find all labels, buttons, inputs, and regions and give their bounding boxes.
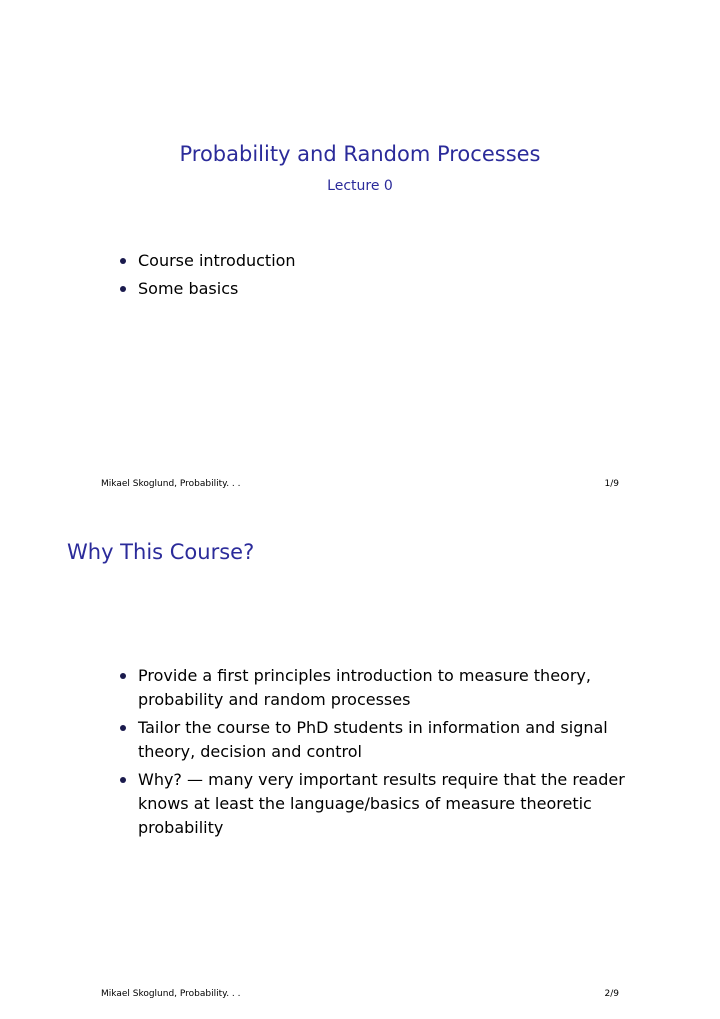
- slide-1: [0, 0, 720, 509]
- bullet-list: [117, 664, 627, 844]
- list-item: [117, 716, 627, 764]
- bullet-text: Provide a first principles introduction to measure theory, probability and random processes: [138, 666, 591, 709]
- bullet-list: [117, 249, 617, 305]
- list-item: [117, 277, 617, 301]
- list-item: [117, 664, 627, 712]
- bullet-text: Some basics: [138, 279, 239, 298]
- list-item: [117, 249, 617, 273]
- bullet-icon: [120, 286, 126, 292]
- lecture-subtitle: Lecture 0: [327, 178, 393, 194]
- bullet-icon: [120, 725, 126, 731]
- slide-2: [0, 510, 720, 1019]
- bullet-icon: [120, 258, 126, 264]
- bullet-icon: [120, 777, 126, 783]
- bullet-text: Course introduction: [138, 251, 296, 270]
- bullet-text: Why? — many very important results require that the reader knows at least the language/basics of measure theoretic probability: [138, 770, 625, 837]
- page-number: 1/9: [604, 479, 619, 489]
- footer-author: Mikael Skoglund, Probability. . .: [101, 479, 241, 489]
- page-number: 2/9: [604, 989, 619, 999]
- lecture-title: Probability and Random Processes: [179, 142, 541, 166]
- list-item: [117, 768, 627, 840]
- bullet-icon: [120, 673, 126, 679]
- bullet-text: Tailor the course to PhD students in information and signal theory, decision and control: [138, 718, 608, 761]
- footer-author: Mikael Skoglund, Probability. . .: [101, 989, 241, 999]
- frame-title: Why This Course?: [67, 540, 255, 564]
